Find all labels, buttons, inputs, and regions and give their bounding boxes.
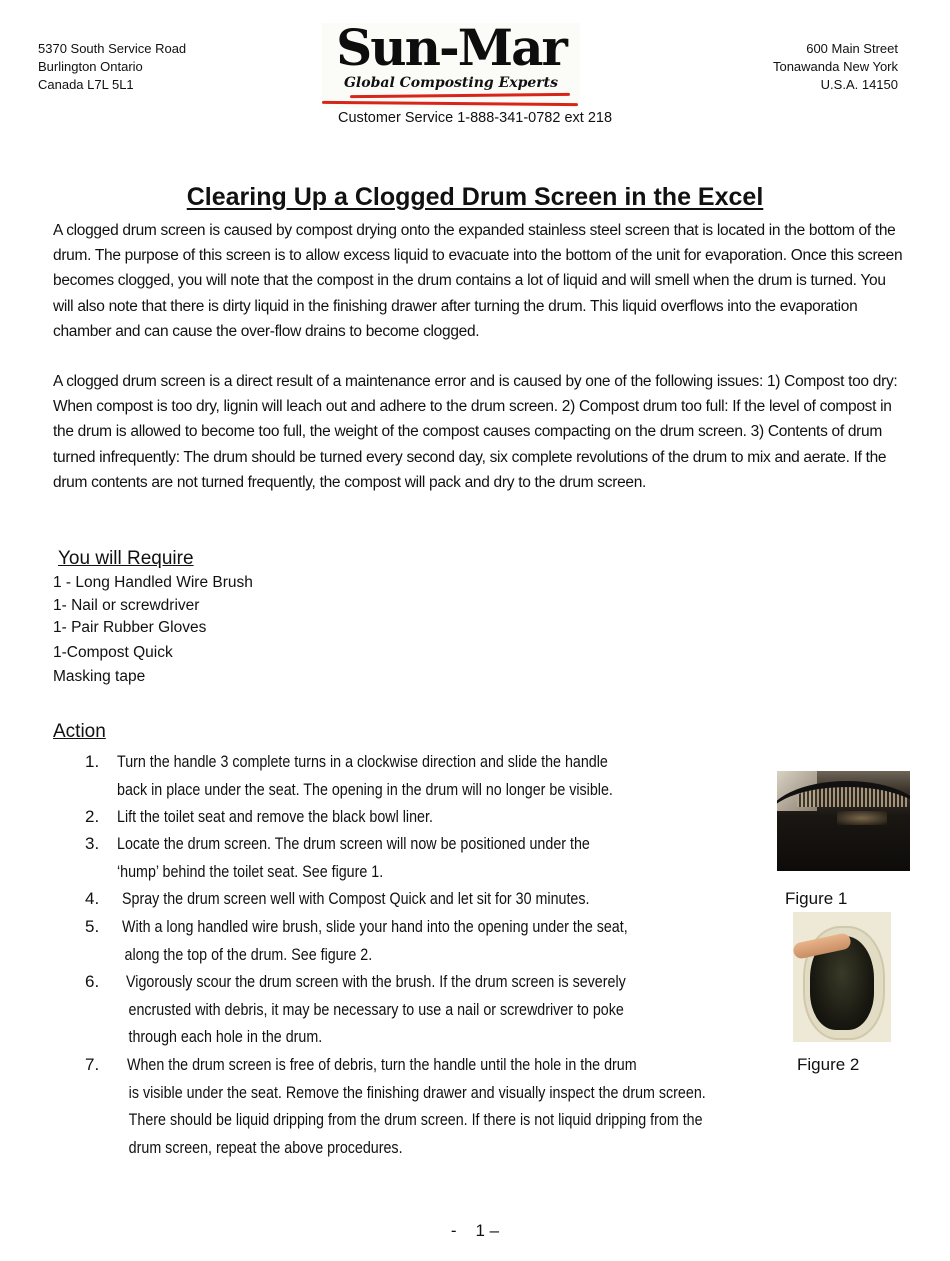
figure-1-caption: Figure 1 xyxy=(785,889,848,908)
page-number: - 1 – xyxy=(450,1221,500,1240)
step-text-line: There should be liquid dripping from the drum screen. If there is not liquid dripping from the xyxy=(128,1110,703,1129)
address-canada xyxy=(38,40,186,94)
step-text-line: encrusted with debris, it may be necessary to use a nail or screwdriver to poke xyxy=(128,999,624,1019)
address-line: Tonawanda New York xyxy=(772,59,898,74)
require-list xyxy=(53,572,253,689)
address-line: 600 Main Street xyxy=(806,41,898,56)
step-text-line: ‘hump’ behind the toilet seat. See figure 1. xyxy=(117,861,384,881)
require-item: 1-Compost Quick xyxy=(53,643,173,661)
step-text-line: drum screen, repeat the above procedures. xyxy=(128,1137,403,1157)
logo-swoosh xyxy=(350,93,570,98)
photo-light-sheen xyxy=(837,811,887,825)
step-number: 7. xyxy=(85,1055,100,1074)
step-text-line: Lift the toilet seat and remove the black bowl liner. xyxy=(117,807,433,826)
figure-2-photo xyxy=(793,912,891,1042)
figure-1-photo xyxy=(777,771,910,871)
step-number: 4. xyxy=(85,889,100,908)
document-title: Clearing Up a Clogged Drum Screen in the Excel xyxy=(186,183,764,211)
step-text-line: With a long handled wire brush, slide your hand into the opening under the seat, xyxy=(122,917,628,936)
step-text-line: is visible under the seat. Remove the finishing drawer and visually inspect the drum screen. xyxy=(128,1082,706,1102)
address-line: 5370 South Service Road xyxy=(38,41,187,56)
step-number: 6. xyxy=(85,972,100,991)
require-item: 1 - Long Handled Wire Brush xyxy=(53,574,253,591)
step-text-line: Spray the drum screen well with Compost Quick and let sit for 30 minutes. xyxy=(122,889,590,908)
figure-2-caption: Figure 2 xyxy=(797,1055,860,1074)
causes-paragraph: A clogged drum screen is a direct result of a maintenance error and is caused by one of the following issues: 1) Compost too dry: When compost is too dry, lignin will leach out and adhere to the drum screen. 2) Compost drum too full: If the level of compost in the drum is allowed to become too full, the weight of the compost causes compacting on the drum screen. 3) Contents of drum turned infrequently: The drum should be turned every second day, six complete revolutions of the drum to mix and aerate. If the drum contents are not turned frequently, the compost will pack and dry to the drum screen. xyxy=(53,373,898,491)
step-number: 5. xyxy=(85,917,100,936)
logo-swoosh xyxy=(322,101,578,106)
step-text-line: along the top of the drum. See figure 2. xyxy=(124,944,373,964)
step-text-line: through each hole in the drum. xyxy=(128,1027,323,1046)
require-item: 1- Nail or screwdriver xyxy=(53,596,200,614)
require-item: Masking tape xyxy=(53,668,146,685)
require-item: 1- Pair Rubber Gloves xyxy=(53,619,207,636)
address-line: Canada L7L 5L1 xyxy=(38,77,134,92)
step-number: 2. xyxy=(85,807,100,826)
intro-paragraph: A clogged drum screen is caused by compost drying onto the expanded stainless steel screen that is located in the bottom of the drum. The purpose of this screen is to allow excess liquid to evacuate into the bottom of the unit for evaporation. Once this screen becomes clogged, you will note that the compost in the drum contains a lot of liquid and will smell when the drum is turned. You will also note that there is dirty liquid in the finishing drawer after turning the drum. This liquid overflows into the evaporation chamber and can cause the over-flow drains to become clogged. xyxy=(53,222,903,340)
step-text-line: Vigorously scour the drum screen with the brush. If the drum screen is severely xyxy=(126,972,626,991)
address-line: U.S.A. 14150 xyxy=(820,77,898,92)
address-line: Burlington Ontario xyxy=(38,59,143,74)
sun-mar-logo xyxy=(322,23,580,108)
logo-wordmark: Sun-Mar xyxy=(336,23,566,77)
action-heading: Action xyxy=(53,721,106,742)
customer-service-line: Customer Service 1-888-341-0782 ext 218 xyxy=(337,110,613,126)
logo-tagline: Global Composting Experts xyxy=(343,75,559,91)
step-number: 3. xyxy=(85,834,100,853)
step-text-line: Turn the handle 3 complete turns in a clockwise direction and slide the handle xyxy=(117,752,608,771)
step-text-line: Locate the drum screen. The drum screen will now be positioned under the xyxy=(117,834,590,853)
step-text-line: back in place under the seat. The opening in the drum will no longer be visible. xyxy=(117,779,613,799)
require-heading: You will Require xyxy=(58,548,194,569)
step-number: 1. xyxy=(85,752,100,771)
address-usa xyxy=(773,40,898,94)
step-text-line: When the drum screen is free of debris, turn the handle until the hole in the drum xyxy=(127,1055,637,1074)
